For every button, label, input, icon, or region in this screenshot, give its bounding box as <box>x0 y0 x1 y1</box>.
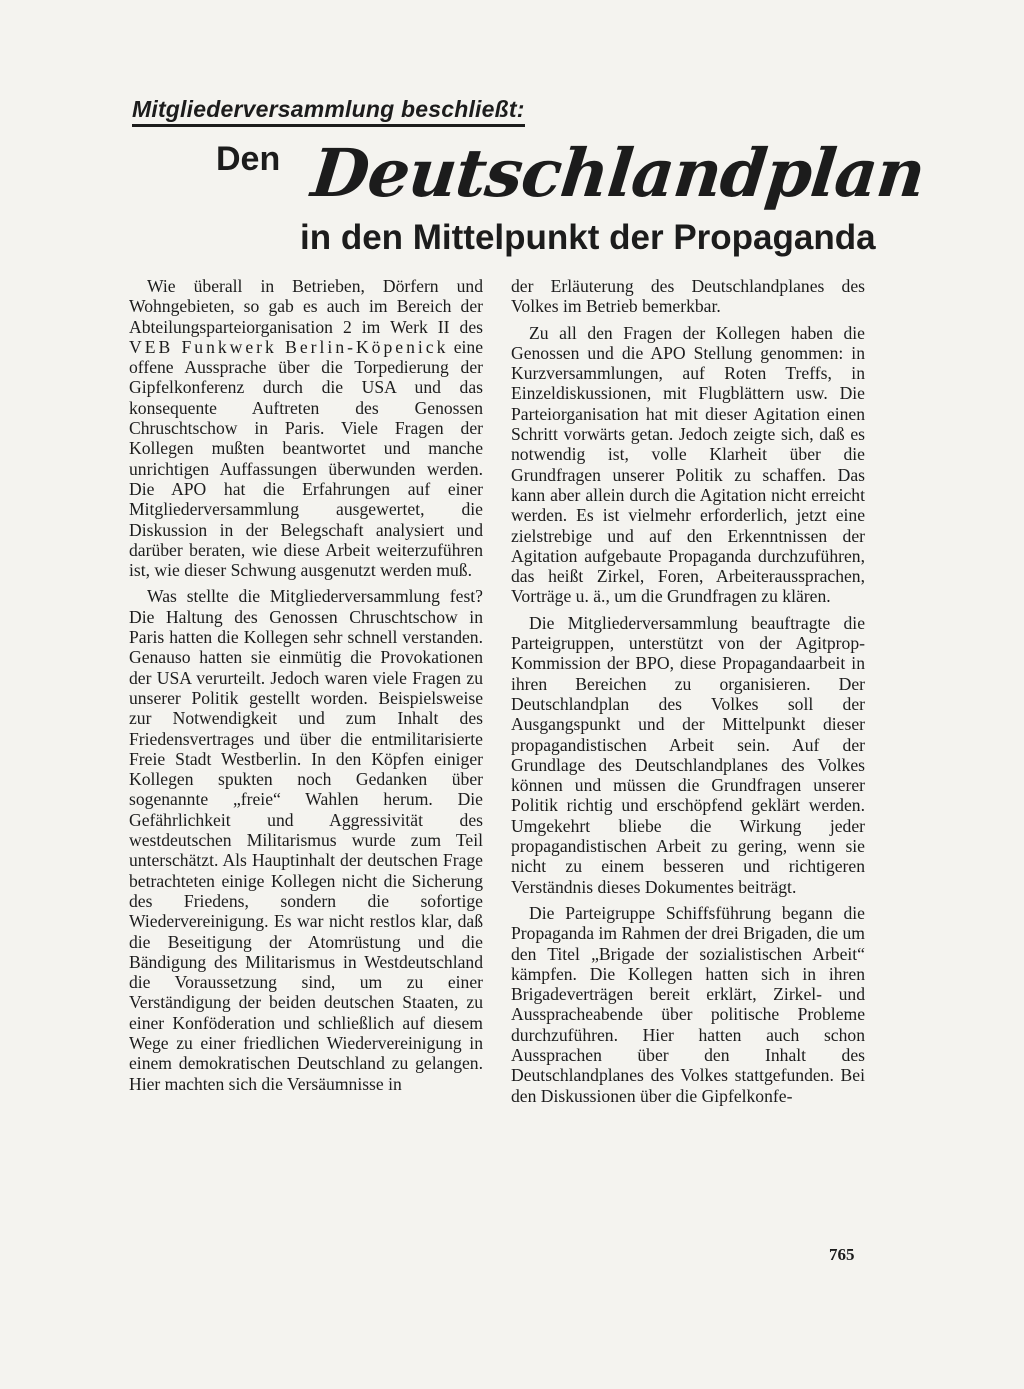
paragraph: Was stellte die Mitgliederversammlung fest? Die Haltung des Genossen Chruschtschow in Paris hatten die Kollegen sehr schnell verstanden. Genauso hatten sie einmütig die Provokationen der USA verurteilt. Jedoch waren viele Fragen zu unserer Politik gestellt worden. Beispielsweise zur Notwendigkeit und zum Inhalt des Friedensvertrages und über die entmilitarisierte Freie Stadt Westberlin. In den Köpfen einiger Kollegen spukten noch Gedanken über sogenannte „freie“ Wahlen herum. Die Gefährlichkeit und Aggressivität des westdeutschen Militarismus wurde zum Teil unterschätzt. Als Hauptinhalt der deutschen Frage betrachteten einige Kollegen nicht die Sicherung des Friedens, sondern die sofortige Wiedervereinigung. Es war nicht restlos klar, daß die Beseitigung der Atomrüstung und die Bändigung des Militarismus in Westdeutschland die Voraussetzung sind, um zu einer Verständigung der beiden deutschen Staaten, zu einer Konföderation und schließlich auf diesem Wege zu einer friedlichen Wiedervereinigung in einem demokratischen Deutschland zu gelangen. Hier machten sich die Versäumnisse in <box>129 586 483 1094</box>
article-subtitle: in den Mittelpunkt der Propaganda <box>300 218 876 257</box>
article-kicker: Mitgliederversammlung beschließt: <box>132 96 525 127</box>
paragraph-text: eine offene Aussprache über die Torpedierung der Gipfelkonferenz durch die USA und das konsequente Auftreten des Genossen Chruschtschow in Paris. Viele Fragen der Kollegen mußten beantwortet und manche unrichtigen Auffassungen überwunden werden. Die APO hat die Erfahrungen auf einer Mitgliederversammlung ausgewertet, die Diskussion in der Belegschaft analysiert und darüber beraten, wie diese Arbeit weiterzuführen ist, wie dieser Schwung ausgenutzt werden muß. <box>129 336 483 581</box>
article-title: Deutschlandplan <box>307 134 929 212</box>
page-number: 765 <box>829 1245 855 1264</box>
company-name: VEB Funkwerk Berlin-Köpenick <box>129 336 449 357</box>
paragraph: Zu all den Fragen der Kollegen haben die Genossen und die APO Stellung genommen: in Kurzversammlungen, auf Roten Treffs, in Einzeldiskussionen, mit Flugblättern usw. Die Parteiorganisation hat mit dieser Agitation einen Schritt vorwärts getan. Jedoch zeigte sich, daß es notwendig ist, volle Klarheit über die Grundfragen unserer Politik zu schaffen. Das kann aber allein durch die Agitation nicht erreicht werden. Es ist vielmehr erforderlich, jetzt eine zielstrebige und auf den Erkenntnissen der Agitation aufgebaute Propaganda durchzuführen, das heißt Zirkel, Foren, Arbeiteraussprachen, Vorträge u. ä., um die Grundfragen zu klären. <box>511 322 865 607</box>
paragraph-text: Wie überall in Betrieben, Dörfern und Wohngebieten, so gab es auch im Bereich der Abteilungsparteiorganisation 2 im Werk II des <box>129 276 483 337</box>
paragraph: Die Mitgliederversammlung beauftragte die Parteigruppen, unterstützt von der Agitprop-Kommission der BPO, diese Propagandaarbeit in ihren Bereichen zu organisieren. Der Deutschlandplan des Volkes soll der Ausgangspunkt und der Mittelpunkt dieser propagandistischen Arbeit sein. Auf der Grundlage des Deutschlandplanes des Volkes können und müssen die Grundfragen unserer Politik richtig und erschöpfend geklärt werden. Umgekehrt bliebe die Wirkung jeder propagandistischen Arbeit zu gering, wenn sie nicht zu einem besseren und richtigeren Verständnis dieses Dokumentes beiträgt. <box>511 612 865 897</box>
paragraph: der Erläuterung des Deutschlandplanes des Volkes im Betrieb bemerkbar. <box>511 276 865 317</box>
title-prefix: Den <box>216 140 281 178</box>
paragraph <box>129 276 483 580</box>
right-column <box>511 276 865 1112</box>
left-column <box>129 276 483 1100</box>
paragraph: Die Parteigruppe Schiffsführung begann die Propaganda im Rahmen der drei Brigaden, die um den Titel „Brigade der sozialistischen Arbeit“ kämpfen. Die Kollegen hatten sich in ihren Brigadeverträgen bereit erklärt, Zirkel- und Ausspracheabende über politische Probleme durchzuführen. Hier hatten auch schon Aussprachen über den Inhalt des Deutschlandplanes des Volkes stattgefunden. Bei den Diskussionen über die Gipfelkonfe- <box>511 902 865 1106</box>
